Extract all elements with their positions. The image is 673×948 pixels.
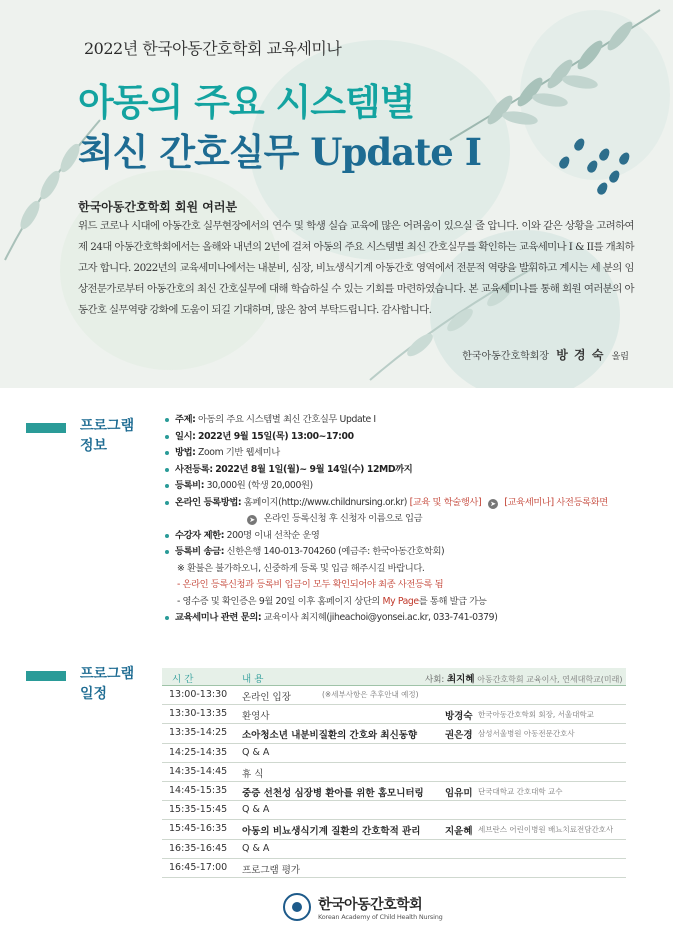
section-title-schedule	[80, 664, 134, 704]
program-info-list	[165, 412, 635, 627]
row-program: Q & A	[242, 804, 270, 816]
row-time: 14:35-14:45	[169, 765, 228, 777]
row-program: Q & A	[242, 746, 270, 758]
info-online-step: ➤ 온라인 등록신청 후 신청자 이름으로 입금	[165, 511, 635, 528]
row-affiliation: 세브란스 어린이병원 배뇨치료전담간호사	[478, 825, 614, 835]
column-header-content: 내 용	[242, 674, 264, 685]
row-program: 온라인 입장	[242, 692, 291, 703]
title-english: Update I	[310, 130, 482, 174]
page-title-line2	[78, 122, 481, 176]
row-time: 15:45-16:35	[169, 823, 228, 835]
seminar-subtitle: 2022년 한국아동간호학회 교육세미나	[84, 39, 342, 58]
table-row	[162, 705, 626, 724]
row-time: 13:00-13:30	[169, 689, 228, 700]
greeting-heading: 한국아동간호학회 회원 여러분	[78, 200, 238, 214]
table-row	[162, 763, 626, 782]
row-time: 14:45-15:35	[169, 784, 228, 796]
row-program: 환영사	[242, 711, 270, 723]
row-speaker: 임유미	[445, 787, 473, 799]
info-contact: 교육세미나 관련 문의: 교육이사 최지혜(jiheachoi@yonsei.ac.kr, 033-741-0379)	[165, 610, 635, 627]
info-online-registration: 온라인 등록방법: 홈페이지(http://www.childnursing.or.kr) [교육 및 학술행사] ➤ [교육세미나] 사전등록화면	[165, 495, 635, 512]
row-program: Q & A	[242, 842, 270, 854]
row-program: 중증 선천성 심장병 환아를 위한 홈모니터링	[242, 787, 424, 799]
info-topic: 주제: 아동의 주요 시스템별 최신 간호실무 Update I	[165, 412, 635, 429]
row-affiliation: 단국대학교 간호대학 교수	[478, 786, 563, 796]
signature-name: 방 경 숙	[556, 348, 605, 362]
row-note-holder	[322, 689, 419, 700]
schedule-rows	[162, 686, 626, 878]
section-title-line2: 일정	[80, 686, 108, 702]
table-row	[162, 744, 626, 763]
row-time: 15:35-15:45	[169, 804, 228, 816]
info-date: 일시: 2022년 9월 15일(목) 13:00~17:00	[165, 429, 635, 446]
table-row	[162, 859, 626, 878]
section-title-line1: 프로그램	[80, 418, 135, 434]
table-row	[162, 724, 626, 743]
row-program: 소아청소년 내분비질환의 간호와 최신동향	[242, 730, 418, 742]
signature-title: 한국아동간호학회장	[462, 351, 550, 362]
row-program: 아동의 비뇨생식기계 질환의 간호학적 관리	[242, 826, 421, 838]
page-title-line1: 아동의 주요 시스템별	[78, 81, 415, 124]
row-affiliation: 한국아동간호학회 회장, 서울대학교	[478, 710, 594, 720]
section-title-program-info	[80, 416, 134, 456]
decorative-dot	[595, 181, 609, 197]
row-time: 13:30-13:35	[169, 708, 228, 720]
row-note: (※세부사항은 추후안내 예정)	[322, 690, 419, 699]
title-korean: 최신 간호실무	[78, 131, 299, 174]
info-note-confirm: - 온라인 등록신청과 등록비 입금이 모두 확인되어야 최종 사전등록 됨	[177, 579, 444, 590]
arrow-right-icon: ➤	[488, 499, 498, 509]
hero-banner	[0, 0, 673, 388]
section-title-line2: 정보	[80, 438, 108, 454]
table-row	[162, 686, 626, 705]
row-time: 13:35-14:25	[169, 727, 228, 739]
info-method: 방법: Zoom 기반 웹세미나	[165, 445, 635, 462]
info-note-refund: ※ 환불은 불가하오니, 신중하게 등록 및 입금 해주시길 바랍니다.	[177, 562, 425, 574]
mypage-link[interactable]: My Page	[382, 595, 419, 607]
column-header-time: 시 간	[172, 674, 194, 685]
section-bar	[26, 423, 66, 433]
row-program: 프로그램 평가	[242, 864, 301, 876]
section-bar	[26, 671, 66, 681]
row-time: 14:25-14:35	[169, 746, 228, 758]
table-row	[162, 820, 626, 839]
table-row	[162, 840, 626, 859]
schedule-table	[162, 668, 626, 878]
row-speaker: 방경숙	[445, 711, 473, 723]
society-logo	[283, 893, 311, 921]
homepage-link[interactable]: 홈페이지(http://www.childnursing.or.kr)	[243, 496, 408, 508]
row-speaker: 지윤혜	[445, 826, 473, 838]
org-name-english: Korean Academy of Child Health Nursing	[318, 913, 443, 921]
info-preregistration: 사전등록: 2022년 8월 1일(월)~ 9월 14일(수) 12MD까지	[165, 462, 635, 479]
table-row	[162, 782, 626, 801]
section-title-line1: 프로그램	[80, 666, 135, 682]
table-header	[162, 668, 626, 686]
table-row	[162, 801, 626, 820]
greeting-body: 위드 코로나 시대에 아동간호 실무현장에서의 연수 및 학생 실습 교육에 많은 어려움이 있으실 줄 압니다. 이와 같은 상황을 고려하여 제 24대 아동간호학회에서는 올해와 내년의 2년에 걸쳐 아동의 주요 시스템별 최신 간호실무를 확인하는 교육세미나 I & II를 개최하고자 합니다. 2022년의 교육세미나에서는 내분비, 심장, 비뇨생식기계 아동간호 영역에서 전문적 역량을 발휘하고 계시는 세 분의 임상전문가로부터 아동간호의 최신 간호실무에 대해 학습하실 수 있는 기회를 마련하였습니다. 본 교육세미나를 통해 회원 여러분의 아동간호 실무역량 강화에 도움이 되길 기대하며, 많은 참여 부탁드립니다. 감사합니다.	[78, 220, 634, 316]
info-account: 등록비 송금: 신한은행 140-013-704260 (예금주: 한국아동간호학회)	[165, 544, 635, 561]
signature-suffix: 올림	[611, 352, 629, 362]
signature	[462, 346, 629, 363]
info-fee: 등록비: 30,000원 (학생 20,000원)	[165, 478, 635, 495]
info-note-receipt: - 영수증 및 확인증은 9월 20일 이후 홈페이지 상단의 My Page를 통해 발급 가능	[177, 595, 487, 607]
row-affiliation: 삼성서울병원 아동전문간호사	[478, 729, 575, 739]
row-time: 16:35-16:45	[169, 842, 228, 854]
org-name-korean: 한국아동간호학회	[318, 897, 423, 913]
arrow-right-icon: ➤	[247, 515, 257, 525]
row-speaker: 권은경	[445, 730, 473, 742]
moderator-info: 사회: 최지혜 아동간호학회 교육이사, 연세대학교(미래)	[425, 674, 623, 685]
row-time: 16:45-17:00	[169, 861, 228, 873]
row-program: 휴 식	[242, 768, 264, 780]
info-capacity: 수강자 제한: 200명 이내 선착순 운영	[165, 528, 635, 545]
